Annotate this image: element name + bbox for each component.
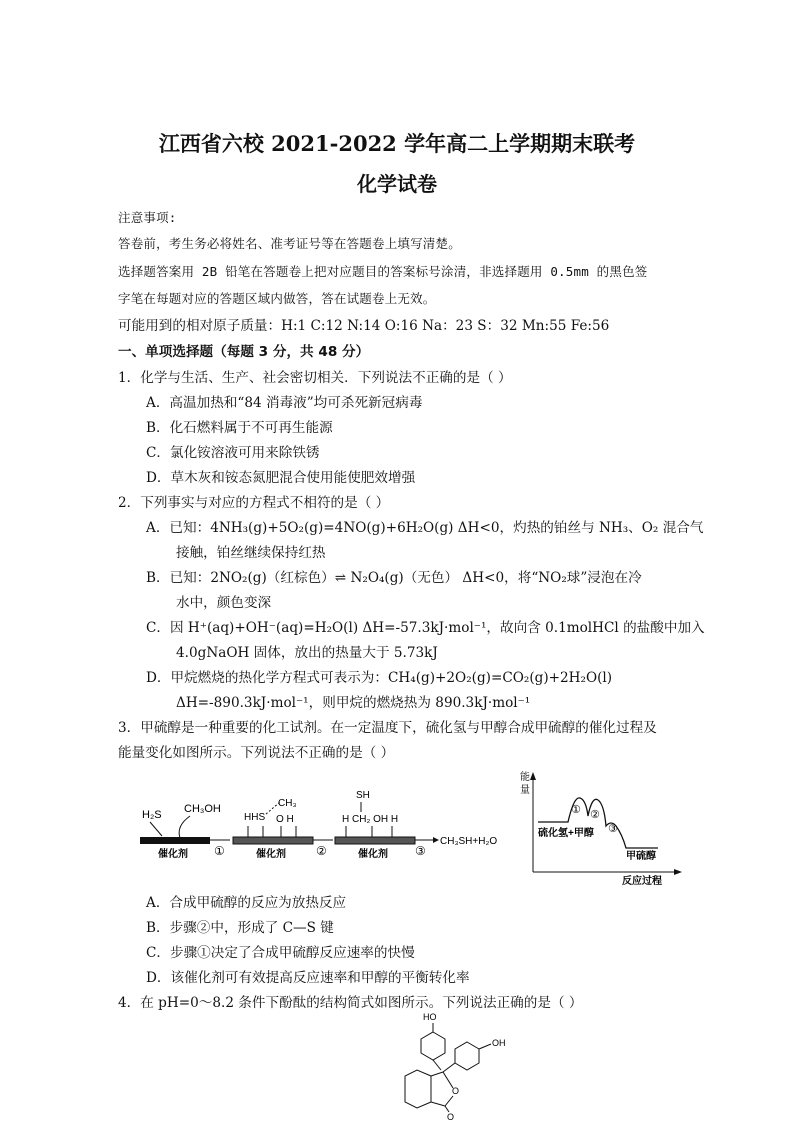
q2-stem: 2．下列事实与对应的方程式不相符的是（ ） xyxy=(118,495,390,511)
catalyst-bar-1 xyxy=(140,837,210,844)
atomic-masses: 可能用到的相对原子质量：H:1 C:12 N:14 O:16 Na：23 S：32 Mn:55 Fe:56 xyxy=(118,318,610,334)
q1-stem: 1．化学与生活、生产、社会密切相关．下列说法不正确的是（ ） xyxy=(118,370,512,386)
q1-option-b: B．化石燃料属于不可再生能源 xyxy=(146,420,333,436)
h2s-arrow xyxy=(150,822,162,836)
q1-option-d: D．草木灰和铵态氮肥混合使用能使肥效增强 xyxy=(146,470,416,486)
step1-label: ① xyxy=(214,844,225,858)
ch3oh-label: CH₃OH xyxy=(184,803,221,815)
notice-line-2: 选择题答案用 2B 铅笔在答题卷上把对应题目的答案标号涂清，非选择题用 0.5mm 的黑色签 xyxy=(118,264,648,279)
mid2-text: H CH₂ OH H xyxy=(342,814,399,825)
energy-axis-label-2: 量 xyxy=(520,785,530,796)
q2-option-a: A．已知：4NH₃(g)+5O₂(g)=4NO(g)+6H₂O(g) ΔH<0，灼热的铂丝与 NH₃、O₂ 混合气 xyxy=(146,520,704,536)
mid1-text-b: CH₃ xyxy=(278,798,297,809)
q2-option-d: D．甲烷燃烧的热化学方程式可表示为：CH₄(g)+2O₂(g)=CO₂(g)+2H₂O(l) xyxy=(146,670,613,686)
oh-label: OH xyxy=(492,1038,506,1048)
q3-option-a: A．合成甲硫醇的反应为放热反应 xyxy=(146,895,347,911)
benzene-ring-top xyxy=(421,1032,445,1060)
notice-line-1: 答卷前，考生务必将姓名、准考证号等在答题卷上填写清楚。 xyxy=(118,236,461,251)
notice-heading: 注意事项: xyxy=(118,210,177,225)
product-energy-label: 甲硫醇 xyxy=(626,851,656,862)
exam-title: 江西省六校 2021-2022 学年高二上学期期末联考 xyxy=(158,131,636,156)
ring-o-label: O xyxy=(452,1086,460,1096)
q1-option-a: A．高温加热和“84 消毒液”均可杀死新冠病毒 xyxy=(146,395,423,411)
x-axis-label: 反应过程 xyxy=(622,876,662,887)
mid1-text-a: HHS xyxy=(244,812,266,823)
peak2-label: ② xyxy=(590,809,600,821)
h2s-label: H₂S xyxy=(142,809,162,821)
q2-option-b: B．已知：2NO₂(g)（红棕色）⇌ N₂O₄(g)（无色） ΔH<0，将“NO₂球”浸泡在冷 xyxy=(146,570,642,586)
q3-option-b: B．步骤②中，形成了 C—S 键 xyxy=(146,920,334,936)
q2-option-a-cont: 接触，铂丝继续保持红热 xyxy=(176,545,326,561)
energy-curve xyxy=(538,798,658,848)
q2-option-c-cont: 4.0gNaOH 固体，放出的热量大于 5.73kJ xyxy=(176,645,438,661)
q2-option-b-cont: 水中，颜色变深 xyxy=(176,595,272,611)
peak3-label: ③ xyxy=(608,823,618,835)
peak1-label: ① xyxy=(571,804,581,816)
catalyst-label-1: 催化剂 xyxy=(158,849,188,860)
benzene-ring-fused xyxy=(405,1070,431,1108)
mid2-sh: SH xyxy=(356,790,370,801)
q2-option-d-cont: ΔH=-890.3kJ·mol⁻¹，则甲烷的燃烧热为 890.3kJ·mol⁻¹ xyxy=(176,695,531,711)
q1-option-c: C．氯化铵溶液可用来除铁锈 xyxy=(146,445,320,461)
q3-stem-1: 3．甲硫醇是一种重要的化工试剂。在一定温度下，硫化氢与甲醇合成甲硫醇的催化过程及 xyxy=(118,720,657,736)
step2-label: ② xyxy=(316,844,327,858)
q3-stem-2: 能量变化如图所示。下列说法不正确的是（ ） xyxy=(118,745,395,761)
ch3oh-arrow xyxy=(179,816,190,838)
q3-option-d: D．该催化剂可有效提高反应速率和甲醇的平衡转化率 xyxy=(146,970,470,986)
ho-label: HO xyxy=(423,1012,437,1022)
reactant-label: 硫化氢+甲醇 xyxy=(538,828,594,839)
q4-stem: 4．在 pH=0～8.2 条件下酚酞的结构简式如图所示。下列说法正确的是（ ） xyxy=(118,995,583,1011)
notice-line-3: 字笔在每题对应的答题区域内做答，答在试题卷上无效。 xyxy=(118,291,436,306)
carbonyl-o-label: O xyxy=(447,1112,455,1120)
step3-label: ③ xyxy=(415,844,426,858)
benzene-ring-right xyxy=(455,1042,479,1070)
phenolphthalein-structure xyxy=(395,1008,535,1120)
exam-subtitle: 化学试卷 xyxy=(357,172,437,196)
catalyst-label-2: 催化剂 xyxy=(256,849,286,860)
mid1-text-c: O H xyxy=(276,814,294,825)
product-label: CH₃SH+H₂O xyxy=(440,836,498,847)
catalysis-diagram xyxy=(128,760,688,890)
catalyst-label-3: 催化剂 xyxy=(358,849,388,860)
q3-option-c: C．步骤①决定了合成甲硫醇反应速率的快慢 xyxy=(146,945,415,961)
energy-axis-label-1: 能 xyxy=(520,772,530,783)
section-title: 一、单项选择题（每题 3 分，共 48 分） xyxy=(118,344,370,360)
q2-option-c: C．因 H⁺(aq)+OH⁻(aq)=H₂O(l) ΔH=-57.3kJ·mol⁻¹，故向含 0.1molHCl 的盐酸中加入 xyxy=(146,620,705,636)
catalyst-bar-2 xyxy=(233,837,313,844)
catalyst-bar-3 xyxy=(335,837,415,844)
